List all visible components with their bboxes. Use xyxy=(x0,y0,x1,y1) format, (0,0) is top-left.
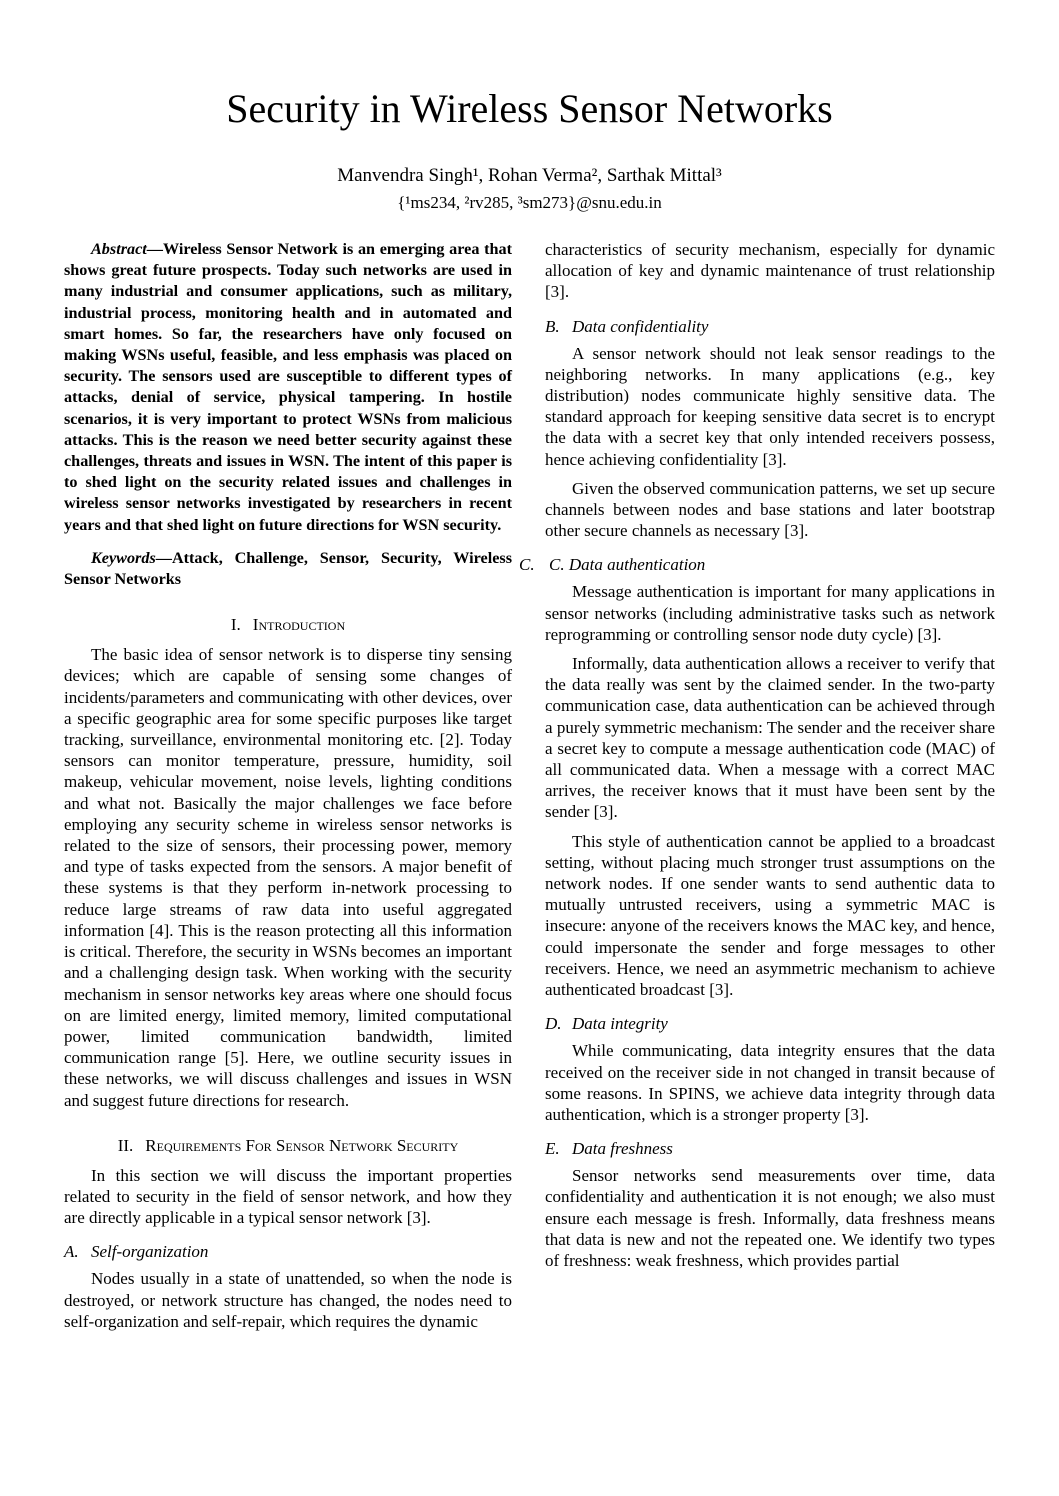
section-title: Requirements For Sensor Network Security xyxy=(145,1135,459,1155)
email-line: {¹ms234, ²rv285, ³sm273}@snu.edu.in xyxy=(397,192,662,212)
data-authentication-paragraph-2: Informally, data authentication allows a receiver to verify that the data really was sent by the claimed sender. In the two-party communication case, data authentication can be achieved through a purely symmetric mechanism: The sender and the receiver share a secret key to compute a message authentication code (MAC) of all communicated data. When a message with a correct MAC arrives, the receiver knows that it must have been sent by the sender [3]. xyxy=(545,654,995,822)
introduction-paragraph: The basic idea of sensor network is to disperse tiny sensing devices; which are capable of sensing some changes of incidents/parameters and communicating with other devices, over a specific geographic area for some specific purposes like target tracking, surveillance, environmental monitoring etc. [2]. Today sensors can monitor temperature, pressure, humidity, soil makeup, vehicular movement, noise levels, lighting conditions and what not. Basically the major challenges we face before employing any security scheme in wireless sensor networks is related to the size of sensors, their processing power, memory and type of tasks expected from the sensors. A major benefit of these systems is that they perform in-network processing to reduce large streams of raw data into useful aggregated information [4]. This is the reason protecting all this information is critical. Therefore, the security in WSNs becomes an important and a challenging design task. When working with the security mechanism in sensor networks key areas where one should focus on are limited energy, limited memory, limited computational power, limited communication bandwidth, limited communication range [5]. Here, we outline security issues in these networks, we will discuss challenges and issues in WSN and suggest future directions for research. xyxy=(64,645,512,1110)
data-confidentiality-paragraph-2: Given the observed communication patterns, we set up secure channels between nodes and base stations and later bootstrap other secure channels as necessary [3]. xyxy=(545,478,995,541)
page-title: Security in Wireless Sensor Networks xyxy=(226,86,833,131)
subsection-heading-data-freshness xyxy=(545,1138,995,1159)
data-confidentiality-paragraph-1: A sensor network should not leak sensor readings to the neighboring networks. In many applications (e.g., key distribution) nodes communicate highly sensitive data. The standard approach for keeping sensitive data secret is to encrypt the data with a secret key that only intended receivers possess, hence achieving confidentiality [3]. xyxy=(545,343,995,469)
data-freshness-paragraph: Sensor networks send measurements over time, data confidentiality and authentication it is not enough; we also must ensure each message is fresh. Informally, data freshness means that data is new and not the repeated one. We identify two types of freshness: weak freshness, which provides partial xyxy=(545,1166,995,1270)
requirements-intro-paragraph: In this section we will discuss the important properties related to security in the field of sensor network, and how they are directly applicable in a typical sensor network [3]. xyxy=(64,1165,512,1228)
keywords-label: Keywords xyxy=(91,548,156,567)
subsection-heading-data-confidentiality xyxy=(545,316,995,337)
subsection-letter: A. xyxy=(64,1242,79,1262)
section-number: I. xyxy=(230,615,241,635)
author-line: Manvendra Singh¹, Rohan Verma², Sarthak Mittal³ xyxy=(337,165,722,186)
continuation-paragraph: characteristics of security mechanism, especially for dynamic allocation of key and dynamic maintenance of trust relationship [3]. xyxy=(545,240,995,302)
left-column xyxy=(64,239,512,1340)
subsection-heading-data-integrity xyxy=(545,1013,995,1034)
subsection-title: Data integrity xyxy=(572,1014,668,1034)
keywords-text: —Attack, Challenge, Sensor, Security, Wireless Sensor Networks xyxy=(64,548,512,589)
subsection-letter: B. xyxy=(545,316,560,336)
abstract-paragraph xyxy=(64,239,512,536)
section-heading-introduction xyxy=(64,614,512,635)
abstract-text: —Wireless Sensor Network is an emerging area that shows great future prospects. Today such networks are used in many industrial and consumer applications, such as military, industrial process, monitoring health and in automated and smart homes. So far, the researchers have only focused on making WSNs useful, feasible, and less emphasis was placed on security. The sensors used are susceptible to different types of attacks, denial of service, physical tampering. In hostile scenarios, it is very important to protect WSNs from malicious attacks. This is the reason we need better security against these challenges, threats and issues in WSN. The intent of this paper is to shed light on the security related issues and challenges in wireless sensor networks investigated by researchers in recent years and that shed light on future directions for WSN security. xyxy=(64,240,512,534)
section-heading-requirements xyxy=(64,1135,512,1156)
right-column xyxy=(519,239,995,1279)
subsection-letter: C. xyxy=(519,555,535,575)
two-column-body xyxy=(64,239,995,1340)
subsection-title: Self-organization xyxy=(91,1242,209,1262)
subsection-letter: E. xyxy=(545,1139,560,1159)
section-number: II. xyxy=(117,1135,134,1155)
subsection-title: C. Data authentication xyxy=(549,555,706,575)
subsection-title: Data freshness xyxy=(572,1139,673,1159)
data-integrity-paragraph: While communicating, data integrity ensures that the data received on the receiver side in not changed in transit because of some reasons. In SPINS, we achieve data integrity through data authentication, which is a stronger property [3]. xyxy=(545,1041,995,1124)
self-organization-paragraph: Nodes usually in a state of unattended, so when the node is destroyed, or network structure has changed, the nodes need to self-organization and self-repair, which requires the dynamic xyxy=(64,1269,512,1331)
data-authentication-paragraph-3: This style of authentication cannot be applied to a broadcast setting, without placing much stronger trust assumptions on the network nodes. If one sender wants to send authentic data to mutually untrusted receivers, using a symmetric MAC is insecure: anyone of the receivers knows the MAC key, and hence, could impersonate the sender and forge messages to other receivers. Hence, we need an asymmetric mechanism to achieve authenticated broadcast [3]. xyxy=(545,831,995,1000)
keywords-paragraph xyxy=(64,548,512,590)
subsection-heading-data-authentication xyxy=(519,554,995,575)
abstract-label: Abstract xyxy=(91,240,147,258)
data-authentication-paragraph-1: Message authentication is important for many applications in sensor networks (including administrative tasks such as network reprogramming or controlling sensor node duty cycle) [3]. xyxy=(545,582,995,644)
section-title: Introduction xyxy=(252,615,346,635)
subsection-letter: D. xyxy=(545,1014,562,1034)
subsection-title: Data confidentiality xyxy=(572,316,709,336)
subsection-heading-self-organization xyxy=(64,1241,512,1262)
